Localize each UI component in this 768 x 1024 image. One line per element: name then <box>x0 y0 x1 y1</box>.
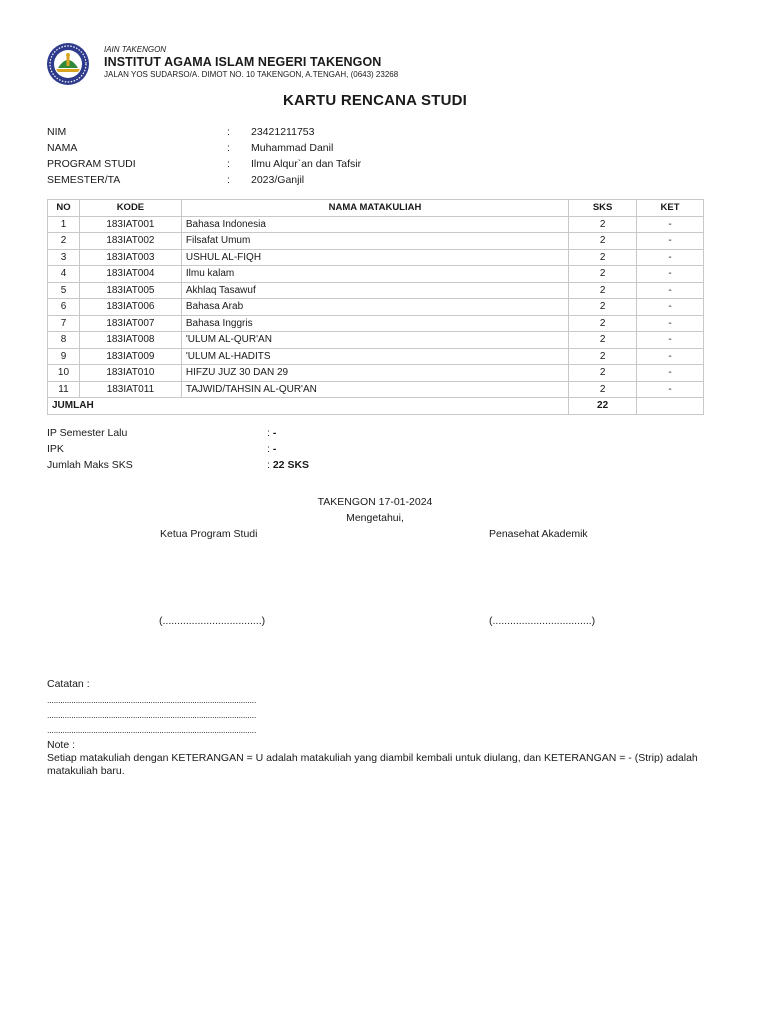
cell-no: 3 <box>48 249 80 266</box>
institution-logo-icon <box>44 42 92 86</box>
summary-label: IP Semester Lalu <box>47 427 128 439</box>
cell-no: 11 <box>48 381 80 398</box>
header-nama-matakuliah: NAMA MATAKULIAH <box>181 200 568 217</box>
info-value: 2023/Ganjil <box>251 174 305 186</box>
student-info <box>47 124 547 188</box>
header-text <box>104 45 398 80</box>
cell-nama-matakuliah: 'ULUM AL-QUR'AN <box>181 332 568 349</box>
cell-sks: 2 <box>569 266 637 283</box>
info-separator: : <box>227 158 230 170</box>
table-row <box>48 233 704 250</box>
cell-sks: 2 <box>569 249 637 266</box>
header-ket: KET <box>637 200 704 217</box>
cell-no: 9 <box>48 348 80 365</box>
table-row <box>48 249 704 266</box>
info-value: Ilmu Alqur`an dan Tafsir <box>251 158 362 170</box>
header-sks: SKS <box>569 200 637 217</box>
cell-nama-matakuliah: Bahasa Arab <box>181 299 568 316</box>
cell-ket: - <box>637 282 704 299</box>
summary-row-ipk <box>47 441 547 457</box>
note-label: Note : <box>47 739 76 751</box>
cell-ket: - <box>637 315 704 332</box>
cell-ket: - <box>637 365 704 382</box>
cell-no: 4 <box>48 266 80 283</box>
institution-name: INSTITUT AGAMA ISLAM NEGERI TAKENGON <box>104 55 382 69</box>
cell-nama-matakuliah: USHUL AL-FIQH <box>181 249 568 266</box>
summary-value-text: - <box>272 443 277 455</box>
info-separator: : <box>227 126 230 138</box>
cell-nama-matakuliah: Akhlaq Tasawuf <box>181 282 568 299</box>
info-label: NIM <box>47 126 67 138</box>
note-text: Setiap matakuliah dengan KETERANGAN = U adalah matakuliah yang diambil kembali untuk diulang, dan KETERANGAN = - (Strip) adalah matakuliah baru. <box>47 752 698 777</box>
info-label: PROGRAM STUDI <box>47 158 136 170</box>
cell-kode: 183IAT001 <box>79 216 181 233</box>
cell-kode: 183IAT007 <box>79 315 181 332</box>
summary-value-text: 22 SKS <box>272 459 310 471</box>
header-kode: KODE <box>79 200 181 217</box>
table-row <box>48 332 704 349</box>
cell-sks: 2 <box>569 381 637 398</box>
notes-section <box>47 677 707 778</box>
cell-sks: 2 <box>569 315 637 332</box>
catatan-line: ............................................................................................... <box>47 695 257 705</box>
cell-kode: 183IAT005 <box>79 282 181 299</box>
catatan-line: ............................................................................................... <box>47 725 257 735</box>
cell-no: 2 <box>48 233 80 250</box>
course-rows <box>48 216 704 398</box>
summary-row-ip <box>47 425 547 441</box>
cell-no: 6 <box>48 299 80 316</box>
cell-ket: - <box>637 332 704 349</box>
cell-kode: 183IAT003 <box>79 249 181 266</box>
info-separator: : <box>227 174 230 186</box>
cell-nama-matakuliah: TAJWID/TAHSIN AL-QUR'AN <box>181 381 568 398</box>
cell-no: 7 <box>48 315 80 332</box>
cell-kode: 183IAT011 <box>79 381 181 398</box>
info-label: SEMESTER/TA <box>47 174 121 186</box>
cell-nama-matakuliah: Bahasa Inggris <box>181 315 568 332</box>
summary-value: : - <box>267 443 277 455</box>
info-row-program-studi <box>47 156 547 172</box>
course-table <box>47 199 704 415</box>
catatan-label: Catatan : <box>47 678 90 690</box>
cell-kode: 183IAT006 <box>79 299 181 316</box>
summary-row-max-sks <box>47 457 547 473</box>
cell-sks: 2 <box>569 233 637 250</box>
cell-sks: 2 <box>569 365 637 382</box>
summary-value: : 22 SKS <box>267 459 310 471</box>
table-row <box>48 266 704 283</box>
place-date: TAKENGON 17-01-2024 <box>317 496 433 508</box>
cell-no: 10 <box>48 365 80 382</box>
document-title: KARTU RENCANA STUDI <box>282 92 468 109</box>
header-no: NO <box>48 200 80 217</box>
table-row <box>48 348 704 365</box>
cell-kode: 183IAT008 <box>79 332 181 349</box>
institution-short-name: IAIN TAKENGON <box>104 45 167 54</box>
cell-ket: - <box>637 348 704 365</box>
table-total-row <box>48 398 704 415</box>
cell-no: 1 <box>48 216 80 233</box>
cell-ket: - <box>637 299 704 316</box>
cell-ket: - <box>637 249 704 266</box>
table-header-row <box>48 200 704 217</box>
left-signature-blank: (..................................) <box>159 615 266 627</box>
summary-label: IPK <box>47 443 64 455</box>
info-value: 23421211753 <box>251 126 315 138</box>
summary-value-text: - <box>272 427 277 439</box>
cell-sks: 2 <box>569 332 637 349</box>
info-row-semester <box>47 172 547 188</box>
academic-summary <box>47 425 547 473</box>
cell-nama-matakuliah: 'ULUM AL-HADITS <box>181 348 568 365</box>
cell-nama-matakuliah: Filsafat Umum <box>181 233 568 250</box>
info-value: Muhammad Danil <box>251 142 334 154</box>
info-row-nim <box>47 124 547 140</box>
info-separator: : <box>227 142 230 154</box>
summary-label: Jumlah Maks SKS <box>47 459 133 471</box>
cell-kode: 183IAT009 <box>79 348 181 365</box>
cell-nama-matakuliah: HIFZU JUZ 30 DAN 29 <box>181 365 568 382</box>
table-row <box>48 315 704 332</box>
document-header <box>44 42 724 90</box>
right-signatory-title: Penasehat Akademik <box>489 528 588 540</box>
right-signature-blank: (..................................) <box>489 615 596 627</box>
cell-sks: 2 <box>569 282 637 299</box>
total-sks: 22 <box>569 398 637 415</box>
institution-address: JALAN YOS SUDARSO/A. DIMOT NO. 10 TAKENGON, A.TENGAH, (0643) 23268 <box>104 70 399 79</box>
cell-nama-matakuliah: Ilmu kalam <box>181 266 568 283</box>
catatan-line: ............................................................................................... <box>47 710 257 720</box>
cell-ket: - <box>637 266 704 283</box>
table-row <box>48 299 704 316</box>
total-ket <box>637 398 704 415</box>
cell-nama-matakuliah: Bahasa Indonesia <box>181 216 568 233</box>
cell-sks: 2 <box>569 299 637 316</box>
table-row <box>48 365 704 382</box>
cell-kode: 183IAT010 <box>79 365 181 382</box>
table-row <box>48 282 704 299</box>
cell-ket: - <box>637 216 704 233</box>
total-label: JUMLAH <box>48 398 569 415</box>
cell-sks: 2 <box>569 216 637 233</box>
left-signatory-title: Ketua Program Studi <box>160 528 258 540</box>
cell-kode: 183IAT004 <box>79 266 181 283</box>
info-row-nama <box>47 140 547 156</box>
cell-sks: 2 <box>569 348 637 365</box>
table-row <box>48 216 704 233</box>
info-label: NAMA <box>47 142 78 154</box>
summary-value: : - <box>267 427 277 439</box>
table-row <box>48 381 704 398</box>
acknowledged-label: Mengetahui, <box>346 512 404 524</box>
cell-no: 8 <box>48 332 80 349</box>
cell-ket: - <box>637 233 704 250</box>
cell-ket: - <box>637 381 704 398</box>
cell-no: 5 <box>48 282 80 299</box>
cell-kode: 183IAT002 <box>79 233 181 250</box>
